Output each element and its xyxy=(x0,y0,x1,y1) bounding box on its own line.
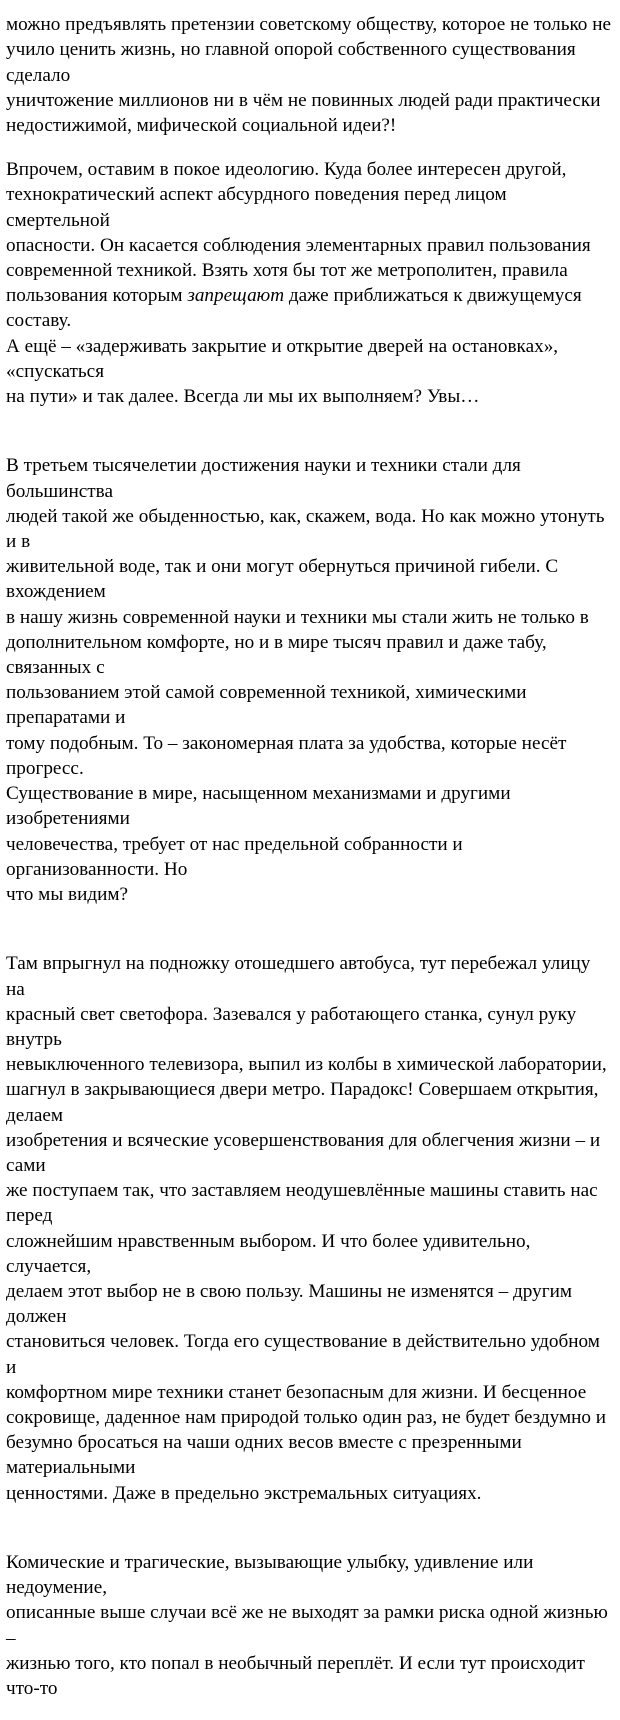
paragraph-comic-tragic xyxy=(6,1525,612,1701)
paragraph-text: можно предъявлять претензии советскому обществу, которое не только не учило ценить жизнь, но главной опорой собственного существования сделало уничтожение миллионов ни в чём не повинных людей ради практически недостижимой, мифической социальной идеи?! xyxy=(6,14,611,137)
paragraph-third-millennium xyxy=(6,428,612,907)
paragraph-text: В третьем тысячелетии достижения науки и техники стали для большинства людей такой же обыденностью, как, скажем, вода. Но как можно утонуть и в живительной воде, так и они могут обернуться причиной гибели. С вхождением в нашу жизнь современной науки и техники мы стали жить не только в дополнительном комфорте, но и в мире тысяч правил и даже табу, связанных с пользованием этой самой современной техникой, химическими препаратами и тому подобным. То – закономерная плата за удобства, которые несёт прогресс. Существование в мире, насыщенном механизмами и другими изобретениями человечества, требует от нас предельной собранности и организованности. Но что мы видим? xyxy=(6,455,605,905)
emphasized-word: запрещают xyxy=(187,285,285,307)
paragraph-soviet-society xyxy=(6,0,612,138)
paragraph-paradox xyxy=(6,926,612,1506)
paragraph-technocratic-aspect xyxy=(6,157,612,409)
paragraph-text: Там впрыгнул на подножку отошедшего автобуса, тут перебежал улицу на красный свет светофора. Зазевался у работающего станка, сунул руку внутрь невыключенного телевизора, выпил из колбы в химической лаборатории, шагнул в закрывающиеся двери метро. Парадокс! Совершаем открытия, делаем изобретения и всяческие усовершенствования для облегчения жизни – и сами же поступаем так, что заставляем неодушевлённые машины ставить нас перед сложнейшим нравственным выбором. И что более удивительно, случается, делаем этот выбор не в свою пользу. Машины не изменятся – другим должен становиться человек. Тогда его существование в действительно удобном и комфортном мире техники станет безопасным для жизни. И бесценное сокровище, даденное нам природой только один раз, не будет бездумно и безумно бросаться на чаши одних весов вместе с презренными материальными ценностями. Даже в предельно экстремальных ситуациях. xyxy=(6,953,607,1504)
paragraph-text-after: даже приближаться к движущемуся составу. А ещё – «задерживать закрытие и открытие дверей на остановках», «спускаться на пути» и так далее. Всегда ли мы их выполняем? Увы… xyxy=(6,285,582,408)
paragraph-text: Комические и трагические, вызывающие улыбку, удивление или недоумение, описанные выше случаи всё же не выходят за рамки риска одной жизнью – жизнью того, кто попал в необычный переплёт. И если тут происходит что-то xyxy=(6,1551,608,1699)
paragraph-text-before: Впрочем, оставим в покое идеологию. Куда более интересен другой, технократический аспект абсурдного поведения перед лицом смертельной опасности. Он касается соблюдения элементарных правил пользования современной техникой. Взять хотя бы тот же метрополитен, правила пользования которым xyxy=(6,159,591,307)
